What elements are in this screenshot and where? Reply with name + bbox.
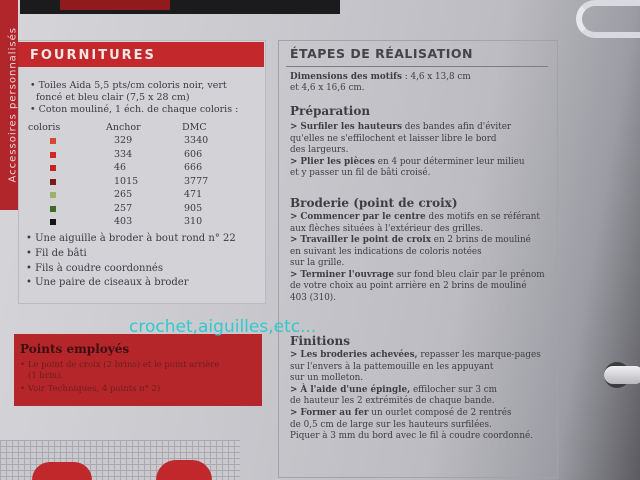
dmc-code: 471 bbox=[184, 189, 203, 200]
color-row bbox=[26, 189, 236, 202]
column-header-dmc: DMC bbox=[182, 122, 207, 133]
color-swatch bbox=[50, 206, 56, 212]
color-swatch bbox=[50, 219, 56, 225]
grid-motif bbox=[32, 462, 92, 480]
color-row bbox=[26, 135, 236, 148]
anchor-code: 257 bbox=[114, 202, 133, 214]
section-title-finitions: Finitions bbox=[290, 334, 350, 348]
materials-line: • Coton mouliné, 1 éch. de chaque coloris : bbox=[30, 104, 239, 115]
section-title-broderie: Broderie (point de croix) bbox=[290, 196, 458, 210]
materials-line: foncé et bleu clair (7,5 x 28 cm) bbox=[36, 92, 190, 103]
color-row bbox=[26, 203, 236, 216]
anchor-code: 46 bbox=[114, 162, 127, 173]
instruction-line: de hauteur les 2 extrémités de chaque bande. bbox=[290, 396, 495, 407]
instruction-line: > Les broderies achevées, repasser les marque-pages bbox=[290, 350, 541, 360]
anchor-code: 403 bbox=[114, 216, 133, 227]
instruction-line: > Terminer l'ouvrage sur fond bleu clair par le prénom bbox=[290, 269, 545, 280]
instruction-line: aux flèches situées à l'extérieur des grilles. bbox=[290, 223, 484, 234]
dimensions-line: et 4,6 x 16,6 cm. bbox=[290, 83, 365, 93]
column-header-anchor: Anchor bbox=[106, 122, 141, 133]
color-swatch bbox=[50, 192, 56, 198]
instruction-line: Piquer à 3 mm du bord avec le fil à coudre coordonné. bbox=[290, 431, 533, 442]
steps-title: ÉTAPES DE RÉALISATION bbox=[290, 46, 474, 61]
stitches-line: (1 brin). bbox=[28, 371, 64, 381]
color-row bbox=[26, 216, 236, 229]
supply-item: • Fils à coudre coordonnés bbox=[26, 263, 163, 274]
materials-title: FOURNITURES bbox=[30, 48, 156, 63]
materials-line: • Toiles Aida 5,5 pts/cm coloris noir, vert bbox=[30, 80, 227, 91]
supply-item: • Fil de bâti bbox=[26, 248, 87, 259]
instruction-line: qu'elles ne s'effilochent et laisser libre le bord bbox=[290, 133, 497, 144]
instruction-line: > Plier les pièces en 4 pour déterminer leur milieu bbox=[290, 156, 525, 167]
instruction-line: des largeurs. bbox=[290, 145, 349, 155]
column-header-coloris: coloris bbox=[28, 122, 61, 133]
color-swatch bbox=[50, 138, 56, 144]
instruction-line: sur un molleton. bbox=[290, 373, 364, 384]
binder-ring bbox=[604, 366, 640, 384]
anchor-code: 334 bbox=[114, 148, 133, 160]
dmc-code: 3340 bbox=[184, 135, 209, 146]
instruction-line: sur l'envers à la pattemouille en les appuyant bbox=[290, 361, 494, 372]
supply-item: • Une aiguille à broder à bout rond n° 22 bbox=[26, 233, 236, 244]
color-row bbox=[26, 176, 236, 189]
instruction-line: de votre choix au point arrière en 2 brins de mouliné bbox=[290, 281, 527, 291]
anchor-code: 1015 bbox=[114, 175, 139, 187]
side-tab-label: Accessoires personnalisés bbox=[7, 27, 19, 183]
stitches-line: • Le point de croix (2 brins) et le point arrière bbox=[20, 360, 220, 370]
color-swatch bbox=[50, 165, 56, 171]
instruction-line: et y passer un fil de bâti croisé. bbox=[290, 168, 431, 178]
dimensions-line: Dimensions des motifs : 4,6 x 13,8 cm bbox=[290, 72, 471, 82]
instruction-line: en suivant les indications de coloris notées bbox=[290, 246, 482, 257]
anchor-code: 329 bbox=[114, 135, 133, 146]
color-swatch bbox=[50, 179, 56, 185]
instruction-line: sur la grille. bbox=[290, 258, 345, 268]
title-divider bbox=[286, 66, 548, 67]
supply-item: • Une paire de ciseaux à broder bbox=[26, 277, 189, 288]
top-banner-accent bbox=[60, 0, 170, 10]
instruction-line: de 0,5 cm de large sur les hauteurs surfilées. bbox=[290, 419, 492, 430]
instruction-line: > À l'aide d'une épingle, effilocher sur 3 cm bbox=[290, 384, 497, 395]
section-title-preparation: Préparation bbox=[290, 104, 371, 118]
dmc-code: 606 bbox=[184, 148, 203, 160]
stitches-line: • Voir Techniques, 4 points n° 2) bbox=[20, 384, 161, 394]
binder-ring bbox=[576, 0, 640, 38]
dmc-code: 3777 bbox=[184, 175, 209, 187]
color-row bbox=[26, 149, 236, 162]
instruction-line: > Former au fer un ourlet composé de 2 rentrés bbox=[290, 408, 512, 418]
stitches-title: Points employés bbox=[20, 342, 130, 356]
watermark-text: crochet,aiguilles,etc... bbox=[129, 317, 317, 337]
dmc-code: 310 bbox=[184, 216, 203, 227]
color-row bbox=[26, 162, 236, 175]
dmc-code: 666 bbox=[184, 162, 203, 173]
grid-motif bbox=[156, 460, 212, 480]
instruction-line: > Commencer par le centre des motifs en se référant bbox=[290, 212, 540, 222]
anchor-code: 265 bbox=[114, 189, 133, 200]
color-swatch bbox=[50, 152, 56, 158]
instruction-line: 403 (310). bbox=[290, 292, 337, 303]
instruction-line: > Surfiler les hauteurs des bandes afin d'éviter bbox=[290, 122, 512, 132]
dmc-code: 905 bbox=[184, 202, 203, 214]
instruction-line: > Travailler le point de croix en 2 brins de mouliné bbox=[290, 235, 531, 245]
